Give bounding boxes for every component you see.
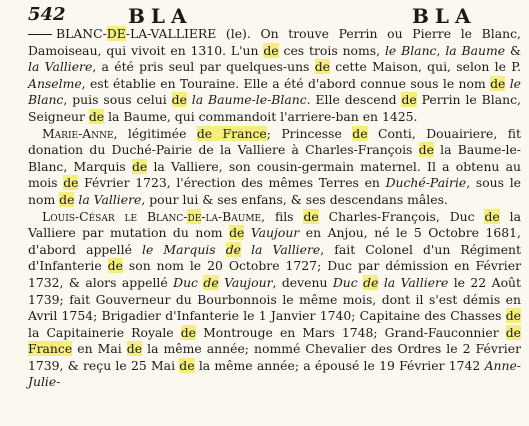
highlighted-term: de (59, 191, 75, 207)
italic-name: le Blanc (28, 75, 521, 108)
highlighted-term: de (225, 241, 241, 257)
highlighted-term: de (203, 274, 219, 290)
italic-name: la Valliere (78, 191, 142, 207)
entry-text: Février 1723, l'érection des mêmes Terres en (78, 175, 386, 191)
italic-name: Duc (173, 274, 204, 290)
entry-text: son nom le 20 Octobre 1727; Duc par démission en Février 1732, & alors appellé (28, 258, 521, 290)
italic-name: Vaujour (218, 274, 273, 290)
dash-rule (28, 34, 52, 35)
entry-text: , devenu (272, 274, 333, 290)
running-head-right: BLA (412, 4, 477, 28)
entry-text: cette Maison, qui, selon le P. (329, 59, 522, 75)
entry-text: Montrouge en Mars 1748; Grand-Fauconnier (196, 324, 506, 340)
highlighted-term: de (505, 308, 521, 324)
entry-louis-cesar (28, 209, 521, 392)
entry-headword: -la-Baume (201, 208, 262, 224)
highlighted-term: de (418, 142, 434, 158)
entry-text: , a été pris seul par quelques-uns (92, 59, 315, 75)
italic-name: Anne-Julie- (28, 357, 521, 390)
entry-text: Conti, Douairiere, fit donation du Duché-Pairie de la Valliere à Charles-François (28, 125, 521, 158)
highlighted-term: de (363, 274, 379, 290)
page-header (28, 4, 521, 26)
highlighted-term: de (171, 92, 187, 108)
italic-name: le Marquis (142, 241, 226, 257)
highlighted-term: de (179, 357, 195, 373)
italic-name: la Valliere (378, 274, 449, 290)
entry-text: , (436, 42, 446, 58)
highlighted-term: de (263, 42, 279, 58)
italic-name: la Baume (445, 42, 506, 58)
italic-name: Duché-Pairie (385, 175, 467, 191)
highlighted-term: de (180, 324, 197, 340)
italic-name: Duc (332, 274, 364, 290)
entry-text: ; Princesse (266, 125, 353, 141)
highlighted-term: de (314, 59, 330, 75)
highlighted-term: de (490, 75, 506, 91)
entry-text: , fait Colonel d'un Régiment d'Infanterie (28, 241, 521, 274)
entry-marie-anne (28, 126, 521, 209)
italic-name: Vaujour (250, 225, 300, 241)
italic-name: la Baume-le-Blanc (191, 92, 307, 108)
entry-headword: Marie-Anne (42, 125, 114, 141)
entry-text: (le). On trouve Perrin ou Pierre le Blanc, Damoiseau, qui vivoit en 1310. L'un (28, 26, 521, 58)
entry-text: Perrin le Blanc, Seigneur (28, 92, 521, 124)
entry-text: , fils (261, 208, 304, 224)
entry-text: la Valliere par mutation du nom (28, 208, 521, 241)
running-head-left: BLA (128, 4, 193, 28)
highlighted-term: de (352, 125, 368, 141)
highlighted-term: DE (106, 26, 126, 41)
highlighted-term: de (107, 258, 123, 274)
highlighted-term: de France (196, 125, 267, 141)
entry-text: , pour lui & ses enfans, & ses descendans mâles. (141, 191, 448, 207)
highlighted-term: de (303, 208, 319, 224)
italic-name: la Valliere (28, 59, 93, 75)
entry-headword: -LA-VALLIERE (125, 26, 217, 41)
entry-blanc-de-la-valliere (28, 26, 521, 126)
italic-name: la Valliere (241, 241, 321, 257)
entry-text: en Mai (72, 341, 127, 357)
entry-text: la Baume-le-Blanc, Marquis (28, 142, 521, 174)
entry-text: Charles-François, Duc (318, 208, 485, 224)
highlighted-term: de (187, 208, 202, 224)
entry-text: , sous le nom (28, 175, 521, 207)
entry-text: . Elle descend (306, 92, 402, 108)
highlighted-term: de (401, 92, 417, 108)
entry-text: , légitimée (113, 125, 197, 141)
entry-text: en Anjou, né le 5 Octobre 1681, d'abord appellé (28, 225, 521, 257)
highlighted-term: de (63, 175, 79, 191)
entry-text: , puis sous celui (63, 92, 172, 108)
page-number: 542 (28, 4, 66, 25)
entry-text: la Baume, qui commandoit l'arriere-ban en 1425. (104, 108, 418, 124)
entry-text: la Capitainerie Royale (28, 324, 181, 340)
entry-text: le 22 Août 1739; fait Gouverneur du Bourbonnois le même mois, dont il s'est démis en Avril 1754; Brigadier d'Infanterie le 1 Janvier 1740; Capitaine des Chasses (28, 274, 521, 324)
entry-text: la même année; a épousé le 19 Février 1742 (194, 357, 485, 373)
entry-headword: BLANC- (56, 26, 107, 41)
italic-name: le Blanc (384, 42, 437, 58)
entry-text: , est établie en Touraine. Elle a été d'abord connue sous le nom (81, 75, 491, 91)
highlighted-term: de (484, 208, 500, 224)
highlighted-term: de (229, 225, 245, 241)
entry-text: la Valliere, son cousin-germain maternel. Il a obtenu au mois (28, 158, 521, 191)
entry-text: & (505, 42, 521, 58)
highlighted-term: de (88, 108, 105, 124)
entry-headword: Louis-César le Blanc- (42, 208, 188, 224)
entry-text: la même année; nommé Chevalier des Ordres le 2 Février 1739, & reçu le 25 Mai (28, 341, 521, 373)
italic-name: Anselme (28, 75, 82, 91)
highlighted-term: de (126, 341, 143, 357)
entry-text: ces trois noms, (278, 42, 385, 58)
highlighted-term: de France (28, 324, 521, 357)
highlighted-term: de (131, 158, 148, 174)
